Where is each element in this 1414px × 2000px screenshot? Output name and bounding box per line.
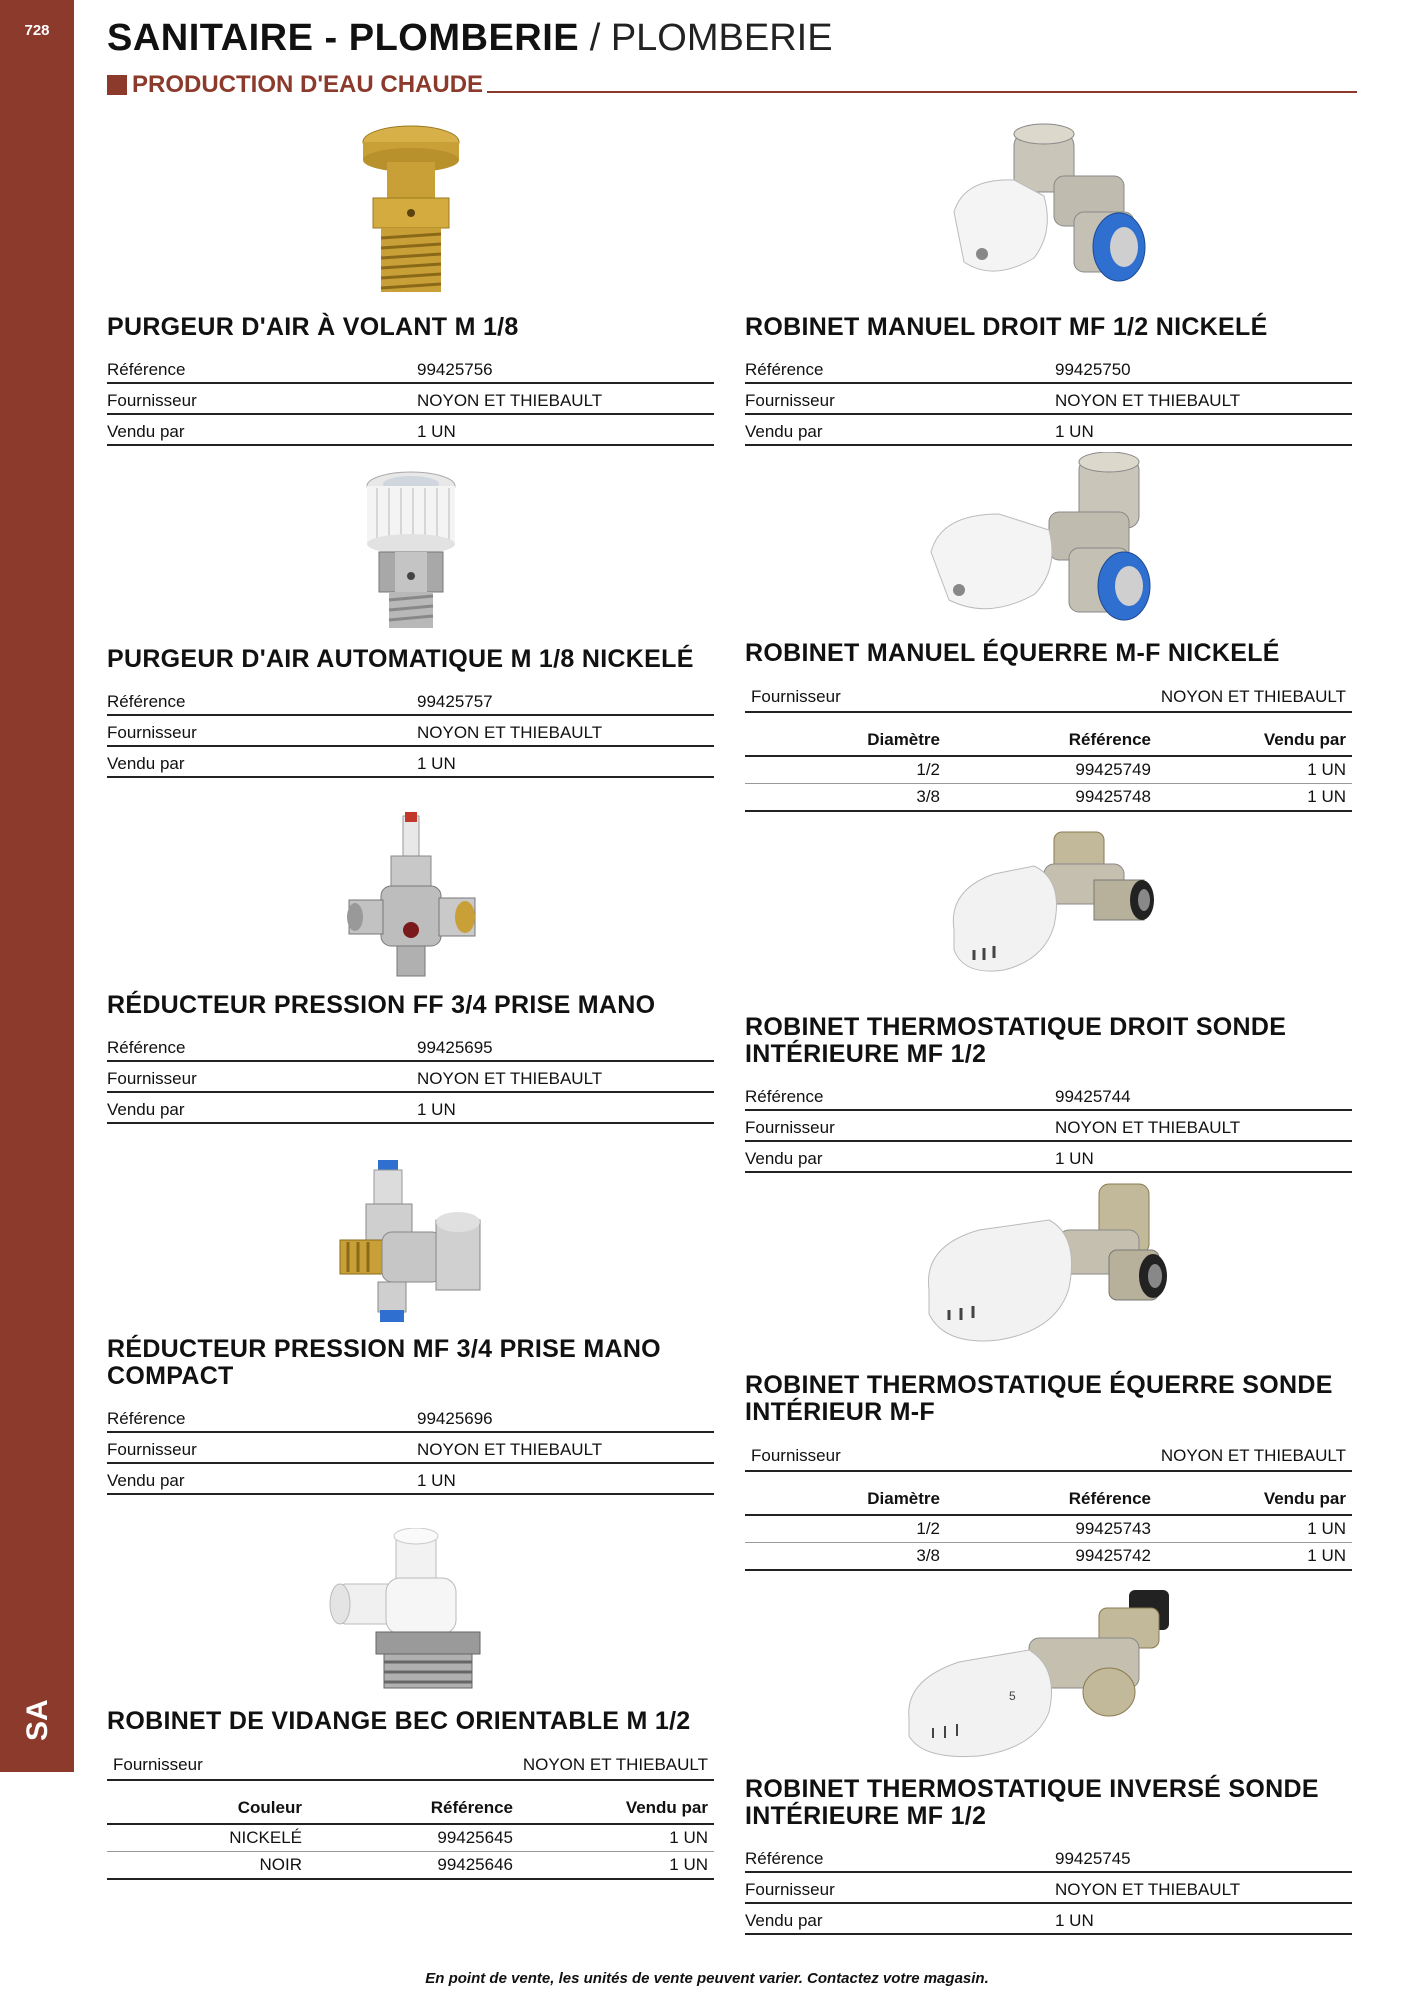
- variant-table: [745, 727, 1352, 812]
- page-number: 728: [24, 22, 50, 39]
- label-fournisseur: Fournisseur: [107, 1432, 417, 1463]
- cell-reference: 99425742: [946, 1543, 1157, 1571]
- supplier-row: [745, 681, 1352, 713]
- product-name: ROBINET DE VIDANGE BEC ORIENTABLE M 1/2: [107, 1707, 691, 1735]
- cell-reference: 99425646: [308, 1852, 519, 1880]
- cell-vendu-par: 1 UN: [1157, 756, 1352, 784]
- label-reference: Référence: [107, 353, 417, 383]
- product-name: RÉDUCTEUR PRESSION MF 3/4 PRISE MANO COMPACT: [107, 1335, 661, 1390]
- cell-vendu-par: 1 UN: [1157, 1543, 1352, 1571]
- col-header-diametre: Diamètre: [745, 727, 946, 756]
- value-reference: 99425757: [417, 685, 714, 715]
- variant-table: [107, 1795, 714, 1880]
- label-fournisseur: Fournisseur: [751, 687, 841, 706]
- col-header-vendu-par: Vendu par: [1157, 727, 1352, 756]
- product-name: PURGEUR D'AIR AUTOMATIQUE M 1/8 NICKELÉ: [107, 645, 694, 673]
- product-card: [745, 122, 1352, 446]
- value-fournisseur: NOYON ET THIEBAULT: [522, 1755, 708, 1774]
- spec-table: [107, 1402, 714, 1495]
- value-fournisseur: NOYON ET THIEBAULT: [417, 1432, 714, 1463]
- label-fournisseur: Fournisseur: [107, 383, 417, 414]
- product-name: ROBINET THERMOSTATIQUE INVERSÉ SONDE INTÉRIEURE MF 1/2: [745, 1775, 1319, 1830]
- cell-variant: NICKELÉ: [107, 1824, 308, 1852]
- value-vendu-par: 1 UN: [1055, 414, 1352, 445]
- variant-table: [745, 1486, 1352, 1571]
- label-reference: Référence: [745, 353, 1055, 383]
- subsection-header: [107, 70, 1357, 100]
- brass-bleed-valve-image: [341, 122, 481, 300]
- value-reference: 99425695: [417, 1031, 714, 1061]
- product-card: [107, 466, 714, 778]
- cell-variant: 1/2: [745, 756, 946, 784]
- thermostatic-reversed-valve-image: [899, 1588, 1199, 1764]
- compact-pressure-reducer-image: [326, 1160, 496, 1326]
- cell-vendu-par: 1 UN: [519, 1824, 714, 1852]
- value-reference: 99425756: [417, 353, 714, 383]
- value-fournisseur: NOYON ET THIEBAULT: [417, 1061, 714, 1092]
- subsection-square-icon: [107, 75, 127, 95]
- table-row: [745, 784, 1352, 812]
- spec-table: [107, 685, 714, 778]
- manual-straight-valve-image: [924, 122, 1174, 300]
- cell-vendu-par: 1 UN: [1157, 784, 1352, 812]
- label-fournisseur: Fournisseur: [745, 1872, 1055, 1903]
- col-header-reference: Référence: [946, 727, 1157, 756]
- spec-table: [745, 1842, 1352, 1935]
- label-vendu-par: Vendu par: [107, 1463, 417, 1494]
- cell-variant: 3/8: [745, 784, 946, 812]
- value-vendu-par: 1 UN: [417, 746, 714, 777]
- value-fournisseur: NOYON ET THIEBAULT: [1055, 1872, 1352, 1903]
- value-fournisseur: NOYON ET THIEBAULT: [1160, 687, 1346, 706]
- cell-variant: 3/8: [745, 1543, 946, 1571]
- cell-reference: 99425748: [946, 784, 1157, 812]
- label-reference: Référence: [107, 1402, 417, 1432]
- label-fournisseur: Fournisseur: [745, 1110, 1055, 1141]
- label-fournisseur: Fournisseur: [113, 1755, 203, 1774]
- subsection-rule: [487, 91, 1357, 93]
- value-fournisseur: NOYON ET THIEBAULT: [417, 383, 714, 414]
- value-fournisseur: NOYON ET THIEBAULT: [1055, 1110, 1352, 1141]
- table-row: [107, 1852, 714, 1880]
- value-vendu-par: 1 UN: [417, 1463, 714, 1494]
- table-row: [745, 756, 1352, 784]
- value-reference: 99425696: [417, 1402, 714, 1432]
- supplier-row: [107, 1749, 714, 1781]
- cell-reference: 99425645: [308, 1824, 519, 1852]
- label-fournisseur: Fournisseur: [745, 383, 1055, 414]
- value-fournisseur: NOYON ET THIEBAULT: [1055, 383, 1352, 414]
- cell-variant: NOIR: [107, 1852, 308, 1880]
- product-card: [107, 812, 714, 1124]
- spec-table: [745, 353, 1352, 446]
- product-card: [107, 122, 714, 446]
- label-fournisseur: Fournisseur: [107, 1061, 417, 1092]
- sidebar-band: [0, 0, 74, 1772]
- auto-bleed-valve-image: [351, 466, 471, 636]
- table-row: [745, 1515, 1352, 1543]
- label-vendu-par: Vendu par: [745, 1903, 1055, 1934]
- col-header-reference: Référence: [308, 1795, 519, 1824]
- label-fournisseur: Fournisseur: [107, 715, 417, 746]
- title-sub: PLOMBERIE: [610, 17, 833, 59]
- cell-variant: 1/2: [745, 1515, 946, 1543]
- drain-valve-image: [326, 1528, 496, 1696]
- product-card: [107, 1528, 714, 1880]
- thermostatic-angle-valve-image: [909, 1180, 1189, 1360]
- manual-angle-valve-image: [919, 452, 1179, 632]
- value-vendu-par: 1 UN: [1055, 1903, 1352, 1934]
- product-card: [745, 830, 1352, 1173]
- spec-table: [107, 353, 714, 446]
- thermostatic-straight-valve-image: [924, 830, 1174, 1000]
- product-name: ROBINET MANUEL DROIT MF 1/2 NICKELÉ: [745, 313, 1268, 341]
- section-code: SA: [21, 1699, 54, 1741]
- product-name: ROBINET THERMOSTATIQUE ÉQUERRE SONDE INTÉRIEUR M-F: [745, 1371, 1333, 1426]
- label-vendu-par: Vendu par: [745, 1141, 1055, 1172]
- product-name: ROBINET MANUEL ÉQUERRE M-F NICKELÉ: [745, 639, 1280, 667]
- spec-table: [107, 1031, 714, 1124]
- col-header-vendu-par: Vendu par: [1157, 1486, 1352, 1515]
- label-vendu-par: Vendu par: [745, 414, 1055, 445]
- product-card: [745, 452, 1352, 812]
- col-header-vendu-par: Vendu par: [519, 1795, 714, 1824]
- value-vendu-par: 1 UN: [417, 1092, 714, 1123]
- col-header-diametre: Diamètre: [745, 1486, 946, 1515]
- label-fournisseur: Fournisseur: [751, 1446, 841, 1465]
- svg-text:5: 5: [1008, 1689, 1016, 1703]
- product-name: RÉDUCTEUR PRESSION FF 3/4 PRISE MANO: [107, 991, 656, 1019]
- table-row: [745, 1543, 1352, 1571]
- pressure-reducer-image: [341, 812, 481, 982]
- label-vendu-par: Vendu par: [107, 414, 417, 445]
- cell-reference: 99425749: [946, 756, 1157, 784]
- value-vendu-par: 1 UN: [417, 414, 714, 445]
- product-name: PURGEUR D'AIR À VOLANT M 1/8: [107, 313, 519, 341]
- product-card: [745, 1588, 1352, 1935]
- cell-reference: 99425743: [946, 1515, 1157, 1543]
- spec-table: [745, 1080, 1352, 1173]
- label-reference: Référence: [745, 1842, 1055, 1872]
- product-name: ROBINET THERMOSTATIQUE DROIT SONDE INTÉRIEURE MF 1/2: [745, 1013, 1287, 1068]
- subsection-title: PRODUCTION D'EAU CHAUDE: [132, 71, 484, 98]
- table-row: [107, 1824, 714, 1852]
- label-reference: Référence: [107, 1031, 417, 1061]
- value-reference: 99425750: [1055, 353, 1352, 383]
- value-reference: 99425744: [1055, 1080, 1352, 1110]
- cell-vendu-par: 1 UN: [519, 1852, 714, 1880]
- value-fournisseur: NOYON ET THIEBAULT: [1160, 1446, 1346, 1465]
- product-card: [745, 1180, 1352, 1571]
- value-vendu-par: 1 UN: [1055, 1141, 1352, 1172]
- label-vendu-par: Vendu par: [107, 1092, 417, 1123]
- cell-vendu-par: 1 UN: [1157, 1515, 1352, 1543]
- supplier-row: [745, 1440, 1352, 1472]
- title-main: SANITAIRE - PLOMBERIE: [107, 17, 580, 59]
- value-fournisseur: NOYON ET THIEBAULT: [417, 715, 714, 746]
- title-separator: /: [589, 17, 601, 59]
- product-card: [107, 1160, 714, 1495]
- label-reference: Référence: [745, 1080, 1055, 1110]
- footer-note: En point de vente, les unités de vente peuvent varier. Contactez votre magasin.: [425, 1970, 989, 1987]
- label-reference: Référence: [107, 685, 417, 715]
- page-title: [107, 16, 833, 60]
- label-vendu-par: Vendu par: [107, 746, 417, 777]
- col-header-reference: Référence: [946, 1486, 1157, 1515]
- col-header-couleur: Couleur: [107, 1795, 308, 1824]
- value-reference: 99425745: [1055, 1842, 1352, 1872]
